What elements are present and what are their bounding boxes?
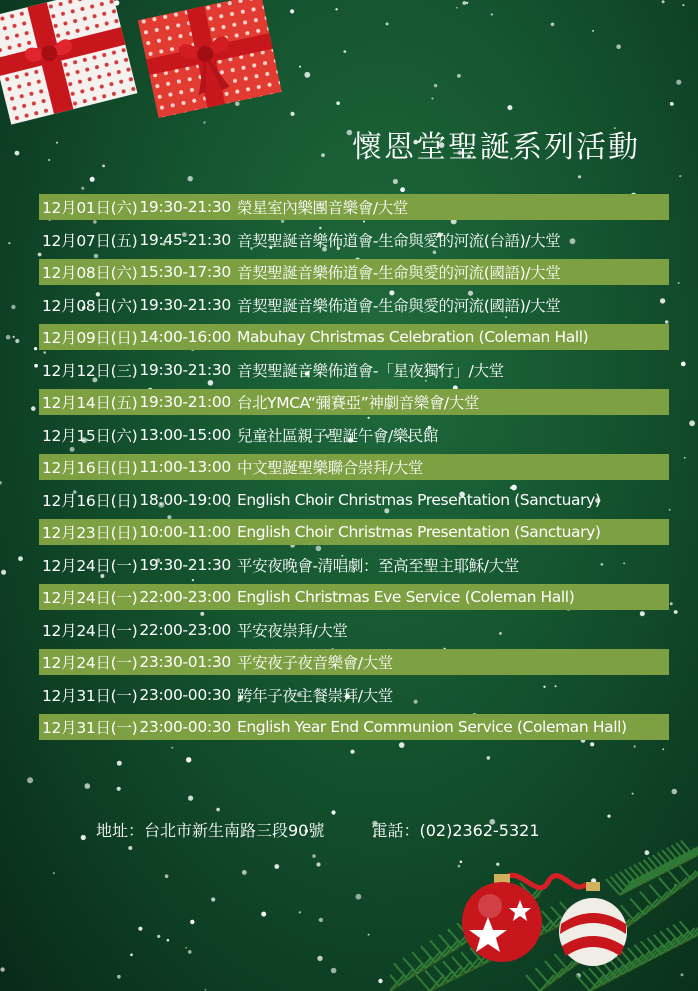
event-time: 13:00-15:00	[139, 425, 231, 444]
event-time: 22:00-23:00	[139, 588, 231, 606]
event-date: 12月01日(六)	[42, 199, 138, 217]
event-date: 12月31日(一)	[42, 686, 138, 705]
event-date: 12月14日(五)	[42, 394, 138, 412]
event-time: 22:00-23:00	[139, 620, 231, 639]
event-title: English Choir Christmas Presentation (Sanctuary)	[236, 523, 601, 541]
event-title: 跨年子夜主餐崇拜/大堂	[236, 686, 393, 705]
event-title: 音契聖誕音樂佈道會-生命與愛的河流(國語)/大堂	[236, 264, 561, 282]
event-title: English Year End Communion Service (Coleman Hall)	[236, 718, 627, 736]
event-time: 19:30-21:30	[139, 198, 231, 216]
event-schedule	[39, 194, 669, 747]
event-date: 12月15日(六)	[42, 426, 138, 445]
event-row	[39, 714, 669, 740]
event-row	[39, 259, 669, 285]
event-row	[39, 324, 669, 350]
address-text: 地址：台北市新生南路三段90號	[96, 821, 325, 840]
gift-box-icon	[125, 0, 295, 122]
event-title: Mabuhay Christmas Celebration (Coleman Hall)	[236, 328, 589, 346]
event-title: 平安夜晚會-清唱劇：至高至聖主耶穌/大堂	[236, 556, 519, 575]
event-title: English Christmas Eve Service (Coleman Hall)	[236, 588, 575, 606]
event-time: 18:00-19:00	[139, 490, 231, 509]
event-row	[39, 292, 669, 318]
event-row	[39, 552, 669, 578]
event-time: 23:30-01:30	[139, 653, 231, 671]
event-time: 23:00-00:30	[139, 685, 231, 704]
event-time: 19:30-21:30	[139, 295, 231, 314]
event-time: 19:30-21:30	[139, 360, 231, 379]
event-date: 12月24日(一)	[42, 654, 138, 672]
event-row	[39, 422, 669, 448]
event-title: 台北YMCA“彌賽亞”神劇音樂會/大堂	[236, 394, 479, 412]
event-time: 19:30-21:30	[139, 555, 231, 574]
event-title: English Choir Christmas Presentation (Sanctuary)	[236, 490, 601, 509]
event-time: 19:30-21:00	[139, 393, 231, 411]
event-title: 音契聖誕音樂佈道會-生命與愛的河流(台語)/大堂	[236, 231, 561, 250]
event-title: 平安夜子夜音樂會/大堂	[236, 654, 393, 672]
event-time: 14:00-16:00	[139, 328, 231, 346]
event-date: 12月24日(一)	[42, 556, 138, 575]
event-title: 音契聖誕音樂佈道會-生命與愛的河流(國語)/大堂	[236, 296, 561, 315]
event-date: 12月24日(一)	[42, 589, 138, 607]
event-date: 12月07日(五)	[42, 231, 138, 250]
event-row	[39, 617, 669, 643]
event-date: 12月08日(六)	[42, 264, 138, 282]
event-date: 12月24日(一)	[42, 621, 138, 640]
event-row	[39, 454, 669, 480]
event-date: 12月09日(日)	[42, 329, 138, 347]
event-row	[39, 649, 669, 675]
christmas-ornament-icon	[448, 862, 648, 982]
event-time: 11:00-13:00	[139, 458, 231, 476]
event-row	[39, 487, 669, 513]
event-date: 12月16日(日)	[42, 491, 138, 510]
event-date: 12月23日(日)	[42, 524, 138, 542]
event-title: 兒童社區親子聖誕午會/樂民館	[236, 426, 439, 445]
event-time: 10:00-11:00	[139, 523, 231, 541]
event-row	[39, 682, 669, 708]
event-date: 12月31日(一)	[42, 719, 138, 737]
event-row	[39, 519, 669, 545]
event-time: 15:30-17:30	[139, 263, 231, 281]
event-date: 12月08日(六)	[42, 296, 138, 315]
event-row	[39, 194, 669, 220]
event-title: 平安夜崇拜/大堂	[236, 621, 348, 640]
event-row	[39, 227, 669, 253]
event-row	[39, 357, 669, 383]
event-time: 23:00-00:30	[139, 718, 231, 736]
page-title: 懷恩堂聖誕系列活動	[352, 130, 640, 165]
phone-text: 電話：(02)2362-5321	[371, 821, 540, 840]
event-date: 12月12日(三)	[42, 361, 138, 380]
event-title: 中文聖誕聖樂聯合崇拜/大堂	[236, 459, 424, 477]
event-title: 音契聖誕音樂佈道會-「星夜獨行」/大堂	[236, 361, 504, 380]
event-title: 榮星室內樂團音樂會/大堂	[236, 199, 408, 217]
event-row	[39, 584, 669, 610]
event-row	[39, 389, 669, 415]
event-date: 12月16日(日)	[42, 459, 138, 477]
event-time: 19:45-21:30	[139, 230, 231, 249]
